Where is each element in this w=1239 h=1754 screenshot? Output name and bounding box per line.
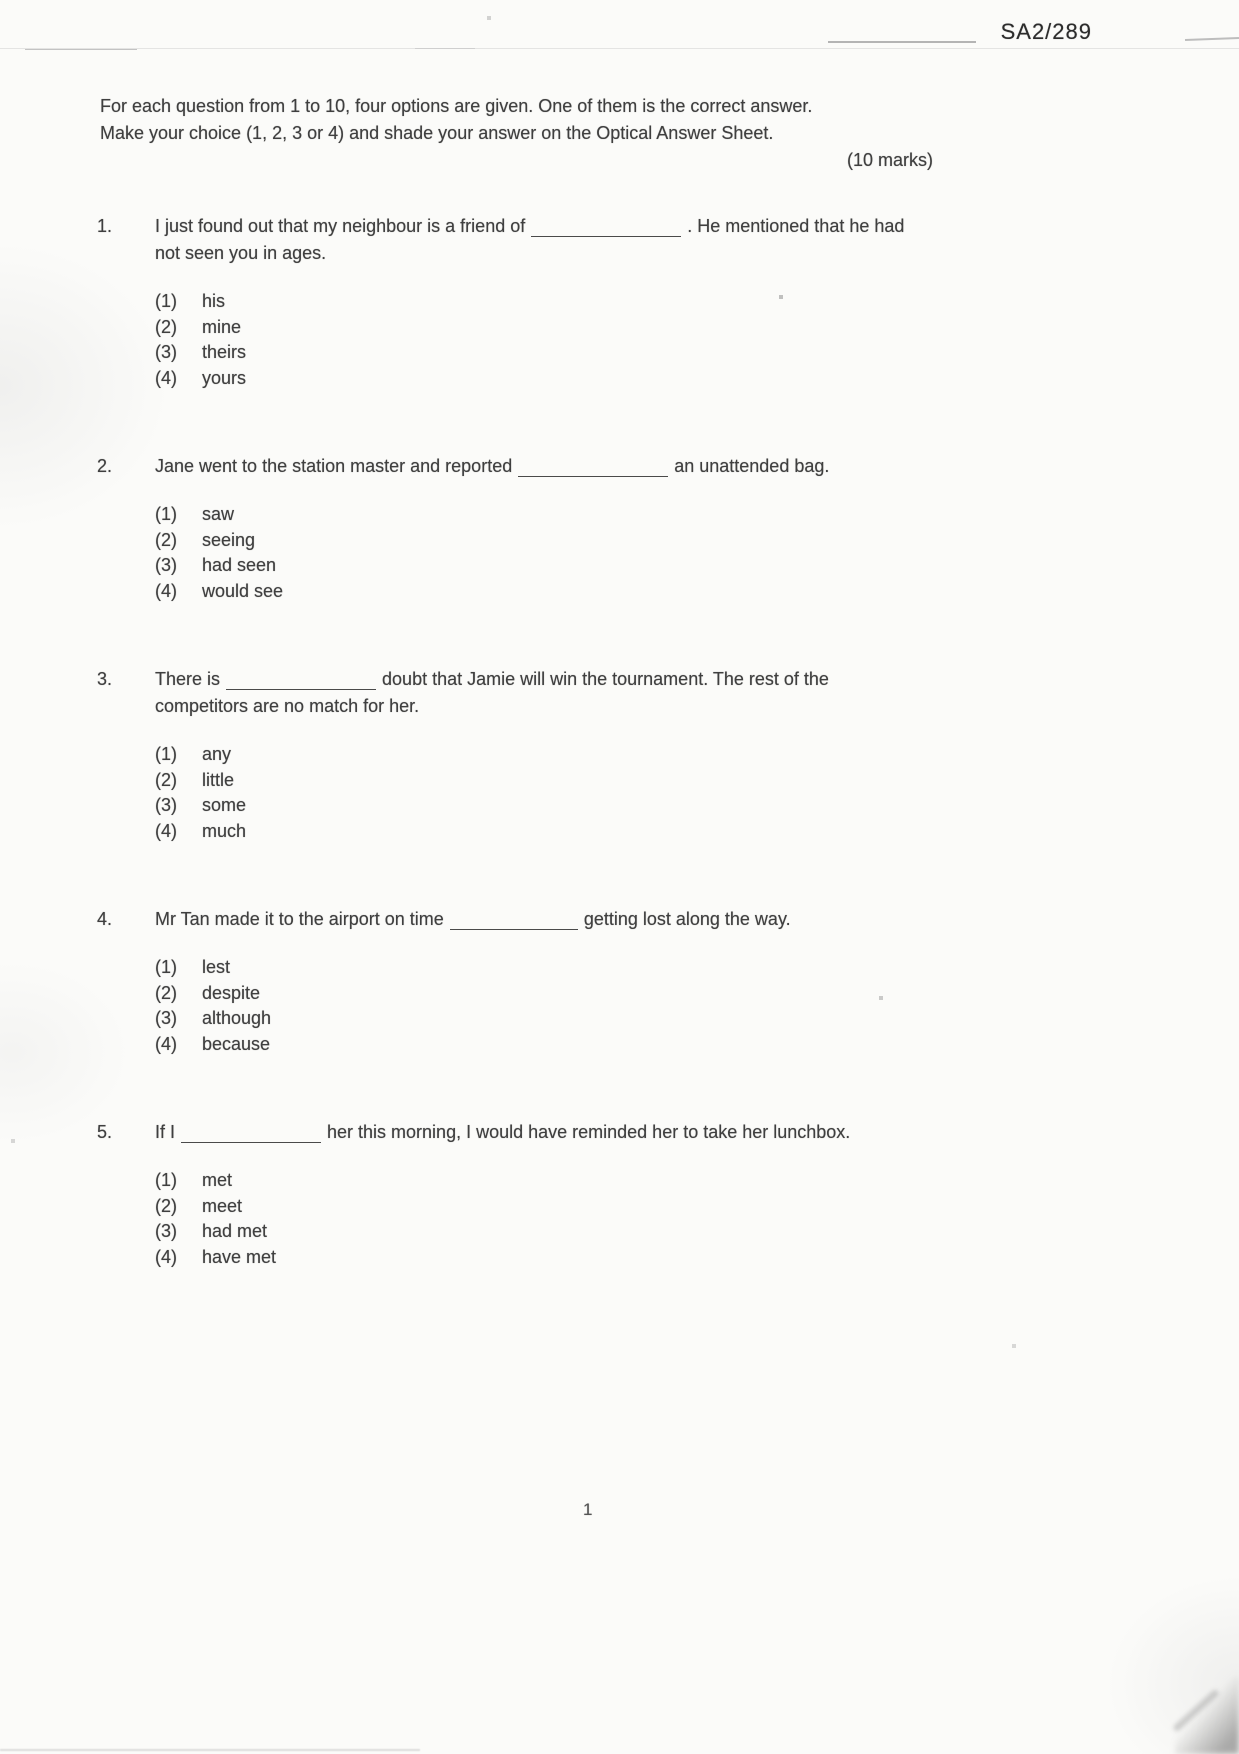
stem-text-before: Mr Tan made it to the airport on time <box>155 909 444 929</box>
header-rule-left <box>828 41 976 43</box>
option-text: have met <box>202 1246 277 1267</box>
option-row <box>155 1168 915 1194</box>
question-body <box>155 1119 915 1270</box>
option-number: (2) <box>155 529 177 550</box>
option-row <box>155 981 915 1007</box>
option-number: (3) <box>155 1008 177 1028</box>
stem-text-after: doubt that Jamie will win the tournament. The rest of the competitors are no match for her. <box>155 669 829 716</box>
question-number: 4. <box>97 909 113 929</box>
bottom-edge-line <box>0 1749 420 1751</box>
question-stem <box>155 453 915 480</box>
option-text: mine <box>202 316 242 337</box>
top-rule-segment-mid <box>415 48 475 49</box>
option-text: his <box>202 291 226 311</box>
question-block <box>97 1119 977 1270</box>
option-number: (3) <box>155 795 177 815</box>
option-row <box>155 1219 915 1245</box>
option-number: (2) <box>155 982 177 1003</box>
answer-blank <box>518 458 668 477</box>
option-number: (1) <box>155 744 177 764</box>
question-stem <box>155 213 915 267</box>
option-row <box>155 553 915 579</box>
option-row <box>155 289 915 315</box>
stem-text-before: Jane went to the station master and reported <box>155 456 513 476</box>
option-text: yours <box>202 367 247 388</box>
option-row <box>155 955 915 981</box>
question-number: 2. <box>97 456 113 476</box>
option-number: (1) <box>155 291 177 311</box>
corner-smudge <box>1175 1676 1239 1754</box>
option-row <box>155 768 915 794</box>
question-block <box>97 906 977 1057</box>
top-rule-segment-left <box>25 49 137 50</box>
top-rule-line <box>0 48 1239 49</box>
scan-specks <box>0 0 2 2</box>
option-number: (4) <box>155 1033 177 1054</box>
question-body <box>155 906 915 1057</box>
question-number: 5. <box>97 1122 113 1142</box>
option-text: any <box>202 744 232 764</box>
option-row <box>155 340 915 366</box>
options-list <box>155 742 915 844</box>
stem-text-before: If I <box>155 1122 176 1142</box>
option-text: lest <box>202 957 231 977</box>
option-number: (1) <box>155 957 177 977</box>
option-number: (2) <box>155 769 177 790</box>
option-text: some <box>202 795 247 815</box>
instructions <box>100 93 933 174</box>
option-text: much <box>202 820 247 841</box>
option-row <box>155 1194 915 1220</box>
marks-label: (10 marks) <box>846 150 933 170</box>
question-stem <box>155 906 915 933</box>
option-number: (2) <box>155 316 177 337</box>
option-text: theirs <box>202 342 247 362</box>
option-text: little <box>202 769 235 790</box>
option-number: (3) <box>155 555 177 575</box>
option-row <box>155 819 915 845</box>
option-row <box>155 1006 915 1032</box>
options-list <box>155 502 915 604</box>
option-number: (4) <box>155 1246 177 1267</box>
question-list <box>97 213 977 1332</box>
stem-text-after: her this morning, I would have reminded her to take her lunchbox. <box>327 1122 851 1142</box>
question-number: 1. <box>97 216 113 236</box>
option-text: met <box>202 1170 233 1190</box>
option-text: because <box>202 1033 271 1054</box>
stem-text-after: an unattended bag. <box>674 456 830 476</box>
answer-blank <box>450 911 578 930</box>
stem-text-before: I just found out that my neighbour is a friend of <box>155 216 526 236</box>
option-text: although <box>202 1008 272 1028</box>
option-text: despite <box>202 982 261 1003</box>
option-row <box>155 1245 915 1271</box>
question-body <box>155 453 915 604</box>
option-row <box>155 742 915 768</box>
question-stem <box>155 1119 915 1146</box>
option-number: (2) <box>155 1195 177 1216</box>
option-row <box>155 502 915 528</box>
option-number: (1) <box>155 504 177 524</box>
question-number: 3. <box>97 669 113 689</box>
option-row <box>155 528 915 554</box>
option-row <box>155 579 915 605</box>
options-list <box>155 955 915 1057</box>
option-row <box>155 315 915 341</box>
question-body <box>155 666 915 844</box>
question-body <box>155 213 915 391</box>
option-number: (3) <box>155 342 177 362</box>
stem-text-after: . He mentioned that he had not seen you in ages. <box>155 216 905 263</box>
question-block <box>97 213 977 391</box>
stem-text-before: There is <box>155 669 221 689</box>
option-number: (3) <box>155 1221 177 1241</box>
instructions-line-2: Make your choice (1, 2, 3 or 4) and shade your answer on the Optical Answer Sheet. <box>100 123 774 143</box>
option-text: meet <box>202 1195 243 1216</box>
options-list <box>155 1168 915 1270</box>
option-row <box>155 1032 915 1058</box>
page-number: 1 <box>583 1500 593 1519</box>
doc-code: SA2/289 <box>1000 19 1092 44</box>
option-text: would see <box>202 580 284 601</box>
option-text: seeing <box>202 529 256 550</box>
option-number: (4) <box>155 820 177 841</box>
answer-blank <box>531 218 681 237</box>
question-block <box>97 666 977 844</box>
option-number: (1) <box>155 1170 177 1190</box>
option-text: had seen <box>202 555 277 575</box>
option-number: (4) <box>155 580 177 601</box>
options-list <box>155 289 915 391</box>
option-row <box>155 793 915 819</box>
stem-text-after: getting lost along the way. <box>583 909 791 929</box>
question-stem <box>155 666 915 720</box>
option-text: saw <box>202 504 235 524</box>
question-block <box>97 453 977 604</box>
answer-blank <box>226 671 376 690</box>
option-text: had met <box>202 1221 268 1241</box>
answer-blank <box>181 1124 321 1143</box>
header-rule-right <box>1185 37 1239 41</box>
instructions-line-1: For each question from 1 to 10, four options are given. One of them is the correct answer. <box>100 96 813 116</box>
option-row <box>155 366 915 392</box>
option-number: (4) <box>155 367 177 388</box>
